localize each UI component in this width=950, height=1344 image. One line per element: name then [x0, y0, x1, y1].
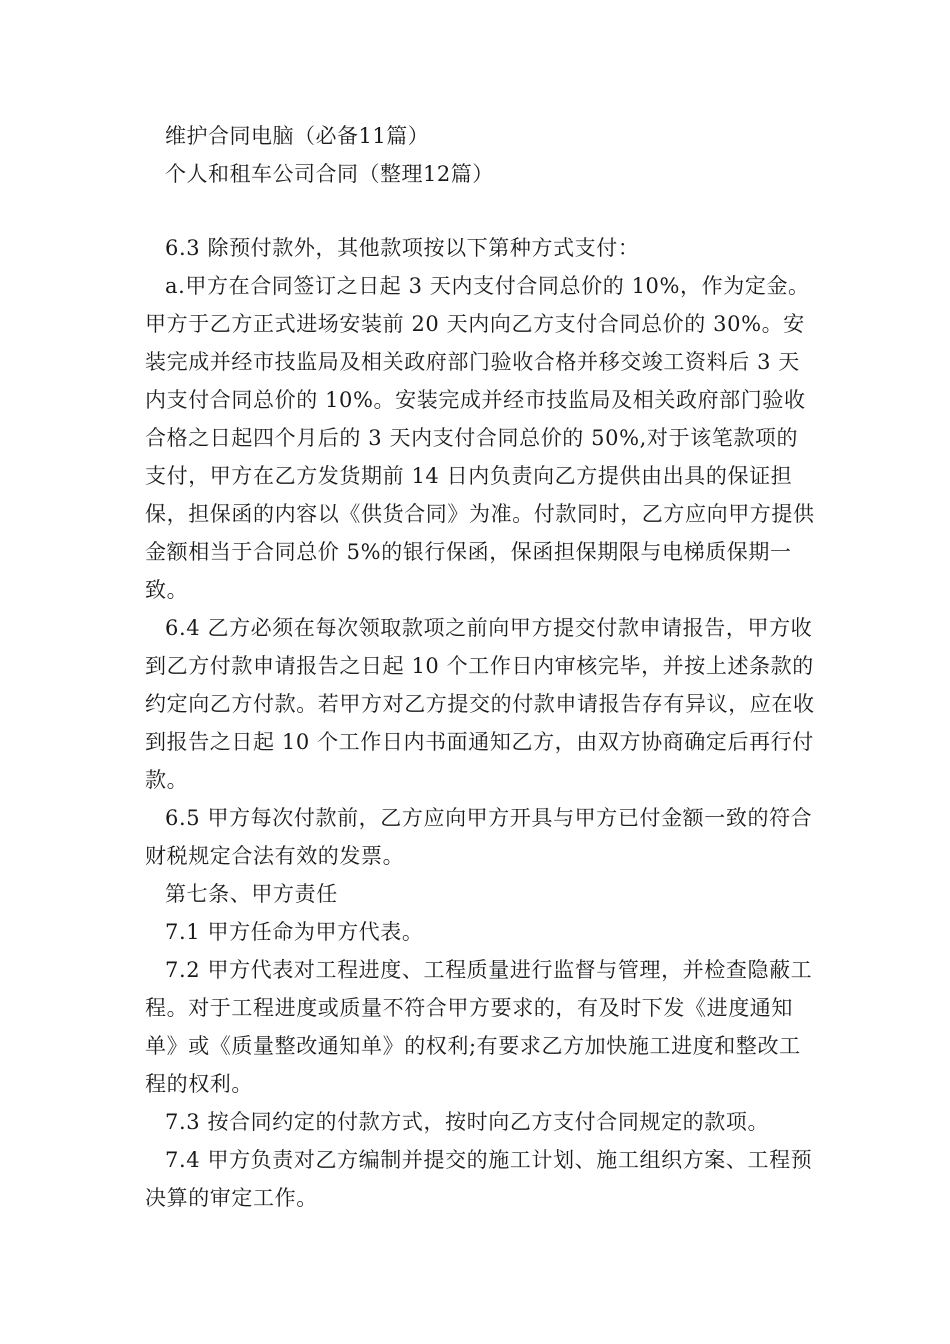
clause-6-4: 6.4 乙方必须在每次领取款项之前向甲方提交付款申请报告，甲方收到乙方付款申请报告之日起 10 个工作日内审核完毕，并按上述条款的约定向乙方付款。若甲方对乙方提交的付款申请报告存有异议，应在收到报告之日起 10 个工作日内书面通知乙方，由双方协商确定后再行付款。: [145, 616, 815, 792]
related-link-1[interactable]: 维护合同电脑（必备11篇）: [165, 124, 430, 148]
clause-7-3: 7.3 按合同约定的付款方式，按时向乙方支付合同规定的款项。: [165, 1110, 770, 1134]
related-link-2[interactable]: 个人和租车公司合同（整理12篇）: [165, 162, 494, 186]
clause-7-4: 7.4 甲方负责对乙方编制并提交的施工计划、施工组织方案、工程预决算的审定工作。: [145, 1148, 813, 1210]
clause-7-2: 7.2 甲方代表对工程进度、工程质量进行监督与管理，并检查隐蔽工程。对于工程进度或质量不符合甲方要求的，有及时下发《进度通知单》或《质量整改通知单》的权利;有要求乙方加快施工进度和整改工程的权利。: [145, 958, 813, 1096]
article-7-heading: 第七条、甲方责任: [165, 882, 338, 906]
clause-6-5: 6.5 甲方每次付款前，乙方应向甲方开具与甲方已付金额一致的符合财税规定合法有效的发票。: [145, 806, 813, 868]
clause-7-1: 7.1 甲方任命为甲方代表。: [165, 920, 424, 944]
clause-6-3-title: 6.3 除预付款外，其他款项按以下第种方式支付：: [165, 236, 640, 260]
contract-body: [145, 229, 815, 1217]
clause-6-3-a: a.甲方在合同签订之日起 3 天内支付合同总价的 10%，作为定金。甲方于乙方正式进场安装前 20 天内向乙方支付合同总价的 30%。安装完成并经市技监局及相关政府部门验收合格并移交竣工资料后 3 天内支付合同总价的 10%。安装完成并经市技监局及相关政府部门验收合格之日起四个月后的 3 天内支付合同总价的 50%,对于该笔款项的支付，甲方在乙方发货期前 14 日内负责向乙方提供由出具的保证担保，担保函的内容以《供货合同》为准。付款同时，乙方应向甲方提供金额相当于合同总价 5%的银行保函，保函担保期限与电梯质保期一致。: [145, 274, 815, 602]
